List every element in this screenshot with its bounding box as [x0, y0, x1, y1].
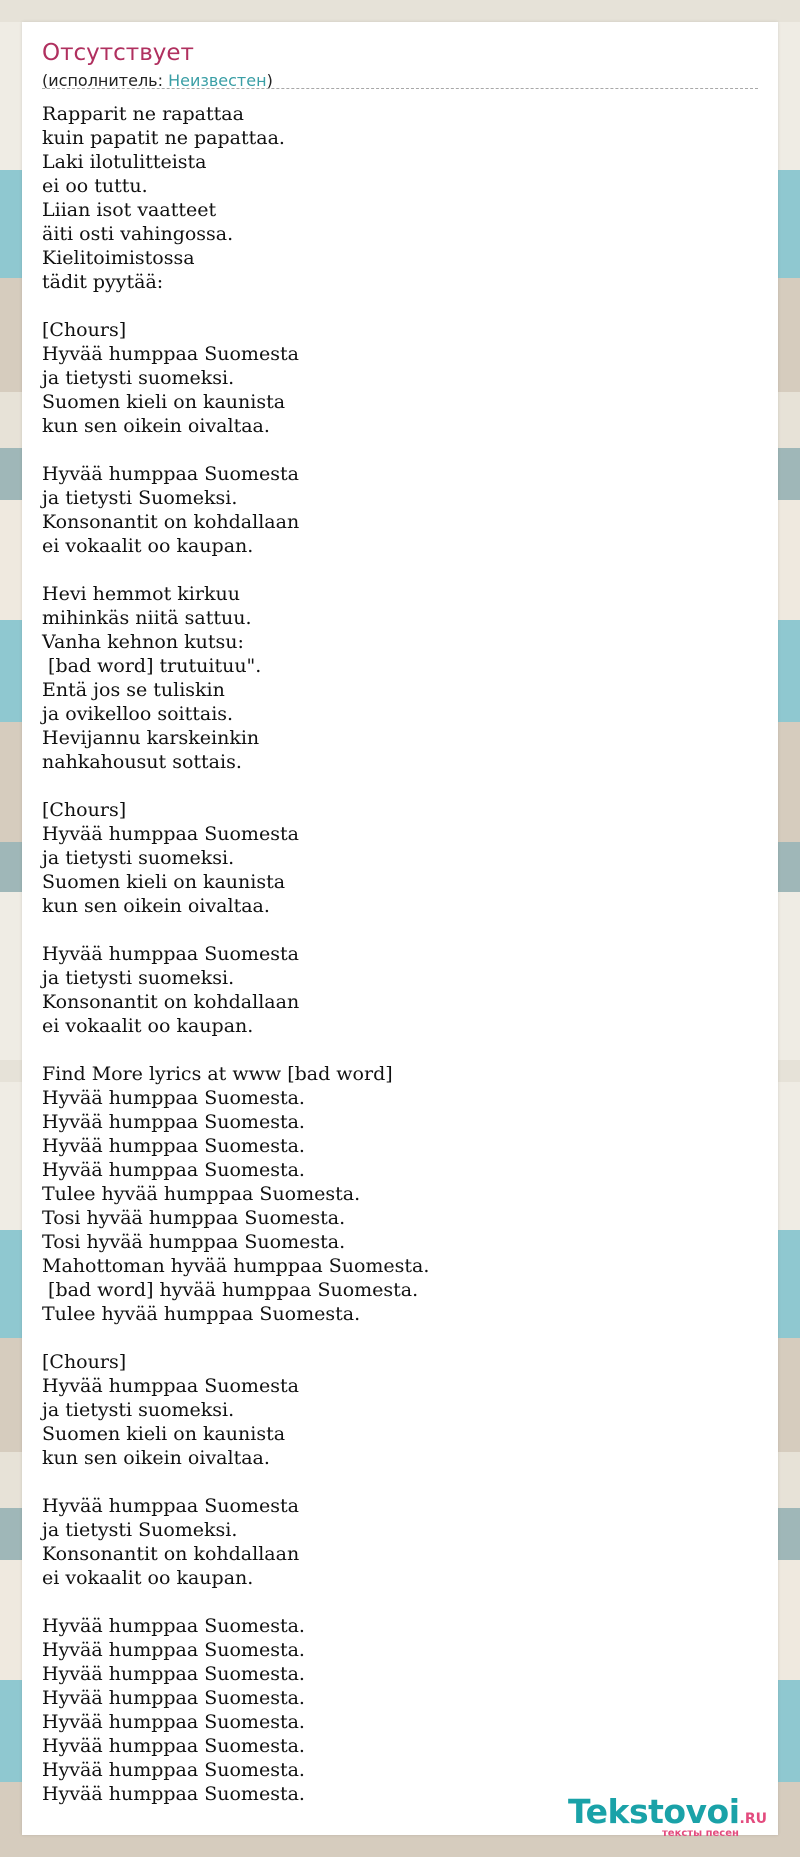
song-title: Отсутствует	[42, 40, 194, 66]
lyrics-text: Rapparit ne rapattaa kuin papatit ne papattaa. Laki ilotulitteista ei oo tuttu. Liian isot vaatteet äiti osti vahingossa. Kielitoimistossa tädit pyytää: [Chours] Hyvää humppaa Suomesta ja tietysti suomeksi. Suomen kieli on kaunista kun sen oikein oivaltaa. Hyvää humppaa Suomesta ja tietysti Suomeksi. Konsonantit on kohdallaan ei vokaalit oo kaupan. Hevi hemmot kirkuu mihinkäs niitä sattuu. Vanha kehnon kutsu: [bad word] trutuituu". Entä jos se tuliskin ja ovikelloo soittais. Hevijannu karskeinkin nahkahousut sottais. [Chours] Hyvää humppaa Suomesta ja tietysti suomeksi. Suomen kieli on kaunista kun sen oikein oivaltaa. Hyvää humppaa Suomesta ja tietysti suomeksi. Konsonantit on kohdallaan ei vokaalit oo kaupan. Find More lyrics at www [bad word] Hyvää humppaa Suomesta. Hyvää humppaa Suomesta. Hyvää humppaa Suomesta. Hyvää humppaa Suomesta. Tulee hyvää humppaa Suomesta. Tosi hyvää humppaa Suomesta. Tosi hyvää humppaa Suomesta. Mahottoman hyvää humppaa Suomesta. [bad word] hyvää humppaa Suomesta. Tulee hyvää humppaa Suomesta. [Chours] Hyvää humppaa Suomesta ja tietysti suomeksi. Suomen kieli on kaunista kun sen oikein oivaltaa. Hyvää humppaa Suomesta ja tietysti Suomeksi. Konsonantit on kohdallaan ei vokaalit oo kaupan. Hyvää humppaa Suomesta. Hyvää humppaa Suomesta. Hyvää humppaa Suomesta. Hyvää humppaa Suomesta. Hyvää humppaa Suomesta. Hyvää humppaa Suomesta. Hyvää humppaa Suomesta. Hyvää humppaa Suomesta.	[42, 103, 430, 1805]
logo-tld: .RU	[739, 1811, 768, 1827]
performer-suffix: )	[266, 71, 273, 90]
logo-name: Tekstovoi	[568, 1792, 740, 1831]
title-divider	[42, 88, 758, 89]
logo-tagline: тексты песен	[662, 1828, 739, 1839]
site-logo[interactable]	[568, 1792, 768, 1839]
performer-link[interactable]: Неизвестен	[168, 71, 267, 90]
performer-prefix: (исполнитель:	[42, 71, 169, 90]
lyrics-card	[22, 22, 778, 1839]
